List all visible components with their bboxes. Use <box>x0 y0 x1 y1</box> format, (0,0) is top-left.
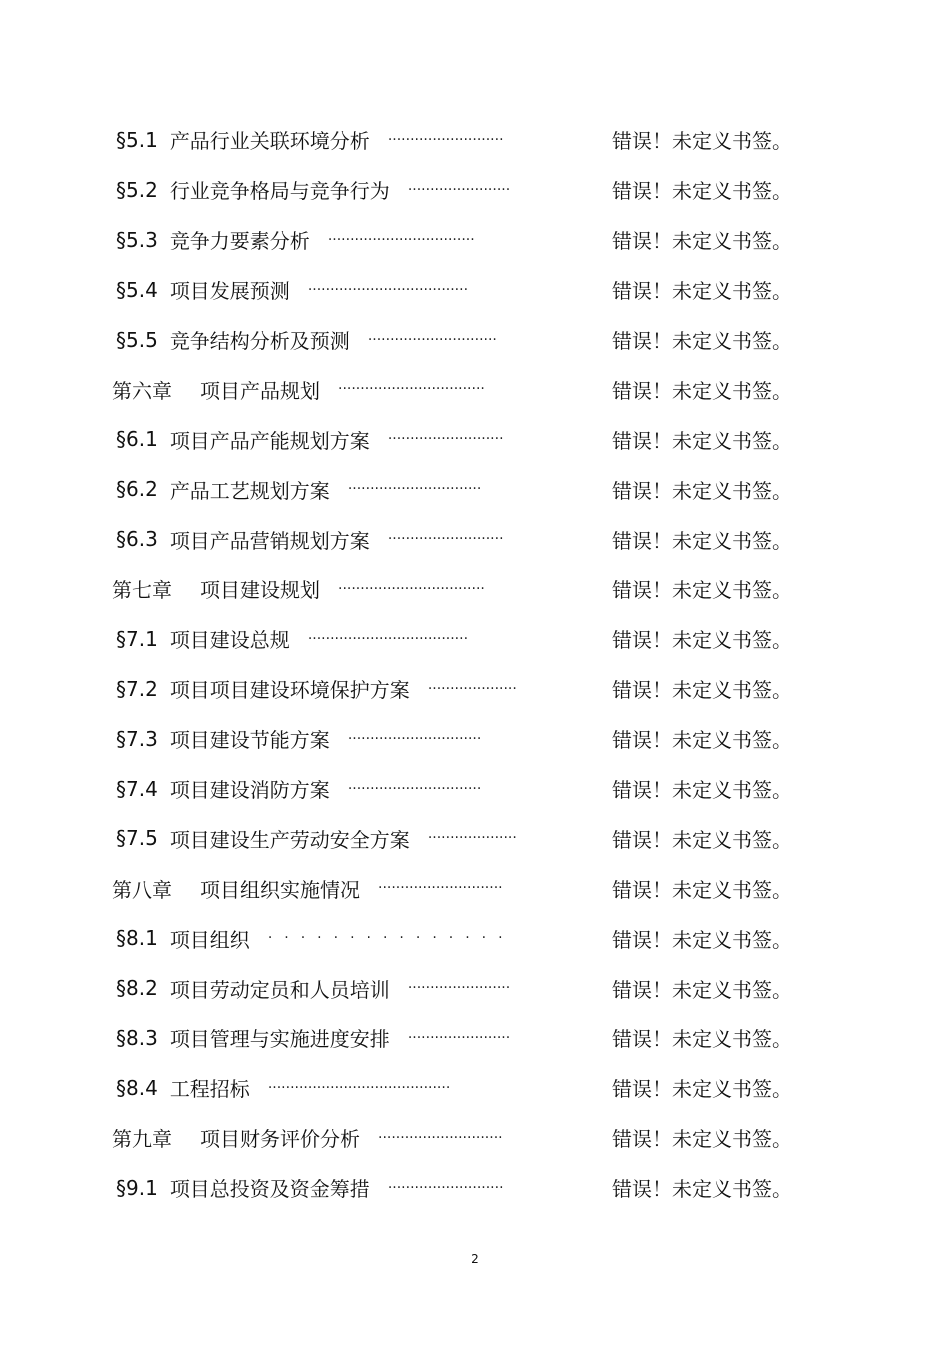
toc-section-entry[interactable] <box>112 265 792 315</box>
toc-entry-title: 项目产品营销规划方案 <box>169 528 370 553</box>
toc-section-entry[interactable] <box>112 414 792 464</box>
toc-section-entry[interactable] <box>112 514 792 564</box>
toc-entry-page-ref: 错误！未定义书签。 <box>612 927 792 952</box>
toc-section-entry[interactable] <box>112 1063 792 1113</box>
toc-section-entry[interactable] <box>112 714 792 764</box>
toc-entry-page-ref: 错误！未定义书签。 <box>612 478 792 503</box>
table-of-contents <box>112 115 792 1213</box>
toc-dot-leader: ······················· <box>407 980 511 997</box>
toc-entry-title: 项目产品规划 <box>200 378 320 403</box>
toc-entry-number: §5.3 <box>116 227 158 252</box>
toc-section-entry[interactable] <box>112 963 792 1013</box>
toc-dot-leader: ····························· <box>367 331 497 348</box>
toc-entry-page-ref: 错误！未定义书签。 <box>612 378 792 403</box>
toc-dot-leader: ···························· <box>378 880 503 897</box>
toc-dot-leader: ································· <box>338 580 485 597</box>
toc-section-entry[interactable] <box>112 614 792 664</box>
toc-dot-leader: ······························ <box>347 780 482 797</box>
toc-entry-number: §8.3 <box>116 1025 158 1050</box>
toc-entry-number: §5.4 <box>116 277 158 302</box>
toc-entry-number: 第六章 <box>112 378 172 403</box>
toc-entry-number: §8.4 <box>116 1075 158 1100</box>
toc-entry-number: §6.1 <box>116 427 158 452</box>
toc-section-entry[interactable] <box>112 813 792 863</box>
toc-entry-number: §5.5 <box>116 327 158 352</box>
toc-entry-title: 项目建设节能方案 <box>169 728 330 753</box>
toc-entry-page-ref: 错误！未定义书签。 <box>612 728 792 753</box>
toc-dot-leader: ···································· <box>307 630 469 647</box>
toc-entry-title: 项目组织实施情况 <box>200 877 360 902</box>
toc-section-entry[interactable] <box>112 664 792 714</box>
toc-dot-leader: ······························ <box>347 730 482 747</box>
toc-entry-page-ref: 错误！未定义书签。 <box>612 279 792 304</box>
toc-entry-title: 项目劳动定员和人员培训 <box>169 977 390 1002</box>
toc-section-entry[interactable] <box>112 913 792 963</box>
toc-chapter-entry[interactable] <box>112 564 792 614</box>
toc-dot-leader: ·························· <box>387 531 504 548</box>
toc-entry-title: 项目项目建设环境保护方案 <box>169 678 410 703</box>
toc-section-entry[interactable] <box>112 1163 792 1213</box>
toc-entry-number: §7.3 <box>116 726 158 751</box>
toc-entry-page-ref: 错误！未定义书签。 <box>612 1177 792 1202</box>
toc-entry-page-ref: 错误！未定义书签。 <box>612 827 792 852</box>
toc-dot-leader: ······················· <box>407 1029 511 1046</box>
toc-chapter-entry[interactable] <box>112 1113 792 1163</box>
toc-chapter-entry[interactable] <box>112 364 792 414</box>
toc-entry-number: §9.1 <box>116 1175 158 1200</box>
toc-dot-leader: ······························ <box>347 481 482 498</box>
toc-entry-number: §6.2 <box>116 477 158 502</box>
toc-entry-page-ref: 错误！未定义书签。 <box>612 578 792 603</box>
toc-dot-leader: ································· <box>327 231 475 248</box>
toc-dot-leader: ································· <box>338 381 485 398</box>
toc-entry-title: 项目建设生产劳动安全方案 <box>169 827 410 852</box>
toc-entry-page-ref: 错误！未定义书签。 <box>612 329 792 353</box>
toc-dot-leader: ······················· <box>407 181 511 198</box>
toc-entry-page-ref: 错误！未定义书签。 <box>612 1027 792 1052</box>
toc-dot-leader: ·························· <box>387 1179 504 1196</box>
toc-dot-leader: ··············· <box>267 930 515 947</box>
toc-entry-number: §8.1 <box>116 926 158 951</box>
toc-chapter-entry[interactable] <box>112 863 792 913</box>
toc-entry-title: 产品行业关联环境分析 <box>169 129 370 154</box>
toc-entry-page-ref: 错误！未定义书签。 <box>612 428 792 453</box>
toc-entry-title: 项目产品产能规划方案 <box>169 428 370 453</box>
toc-entry-title: 行业竞争格局与竞争行为 <box>169 179 390 204</box>
toc-dot-leader: ·························· <box>387 131 504 148</box>
toc-entry-page-ref: 错误！未定义书签。 <box>612 179 792 204</box>
toc-entry-title: 项目发展预测 <box>169 279 290 304</box>
page-number: 2 <box>471 1252 479 1266</box>
toc-entry-page-ref: 错误！未定义书签。 <box>612 129 792 154</box>
toc-entry-page-ref: 错误！未定义书签。 <box>612 628 792 653</box>
toc-entry-page-ref: 错误！未定义书签。 <box>612 1077 792 1102</box>
toc-entry-number: 第八章 <box>112 877 172 902</box>
toc-entry-page-ref: 错误！未定义书签。 <box>612 877 792 902</box>
toc-entry-page-ref: 错误！未定义书签。 <box>612 778 792 803</box>
toc-entry-title: 产品工艺规划方案 <box>169 478 330 503</box>
toc-section-entry[interactable] <box>112 165 792 215</box>
toc-entry-number: §5.1 <box>116 127 158 152</box>
toc-entry-title: 竞争力要素分析 <box>169 229 310 254</box>
toc-dot-leader: ········································· <box>267 1079 451 1096</box>
toc-entry-title: 项目建设规划 <box>200 578 320 603</box>
toc-entry-title: 项目组织 <box>169 927 250 952</box>
toc-entry-number: §7.1 <box>116 626 158 651</box>
toc-entry-number: §7.4 <box>116 776 158 801</box>
toc-entry-page-ref: 错误！未定义书签。 <box>612 1127 792 1152</box>
toc-entry-page-ref: 错误！未定义书签。 <box>612 678 792 703</box>
toc-section-entry[interactable] <box>112 315 792 365</box>
toc-section-entry[interactable] <box>112 215 792 265</box>
toc-entry-number: 第七章 <box>112 578 172 603</box>
toc-dot-leader: ···································· <box>307 281 469 298</box>
toc-entry-number: 第九章 <box>112 1127 172 1152</box>
toc-entry-number: §7.2 <box>116 676 158 701</box>
toc-section-entry[interactable] <box>112 115 792 165</box>
toc-entry-title: 项目建设总规 <box>169 628 290 653</box>
toc-entry-page-ref: 错误！未定义书签。 <box>612 977 792 1002</box>
toc-section-entry[interactable] <box>112 464 792 514</box>
toc-dot-leader: ···················· <box>427 680 517 697</box>
toc-entry-number: §5.2 <box>116 177 158 202</box>
toc-dot-leader: ···················· <box>427 830 517 847</box>
toc-entry-number: §6.3 <box>116 527 158 552</box>
toc-entry-page-ref: 错误！未定义书签。 <box>612 528 792 553</box>
toc-entry-title: 项目建设消防方案 <box>169 778 330 803</box>
toc-section-entry[interactable] <box>112 764 792 814</box>
toc-entry-title: 工程招标 <box>169 1077 250 1102</box>
toc-dot-leader: ·························· <box>387 431 504 448</box>
toc-entry-number: §8.2 <box>116 976 158 1001</box>
toc-section-entry[interactable] <box>112 1013 792 1063</box>
toc-dot-leader: ···························· <box>378 1129 503 1146</box>
toc-entry-number: §7.5 <box>116 826 158 851</box>
toc-entry-title: 项目财务评价分析 <box>200 1127 360 1152</box>
toc-entry-title: 项目总投资及资金筹措 <box>169 1177 370 1202</box>
toc-entry-title: 竞争结构分析及预测 <box>169 329 350 353</box>
toc-entry-title: 项目管理与实施进度安排 <box>169 1027 390 1052</box>
toc-entry-page-ref: 错误！未定义书签。 <box>612 229 792 254</box>
